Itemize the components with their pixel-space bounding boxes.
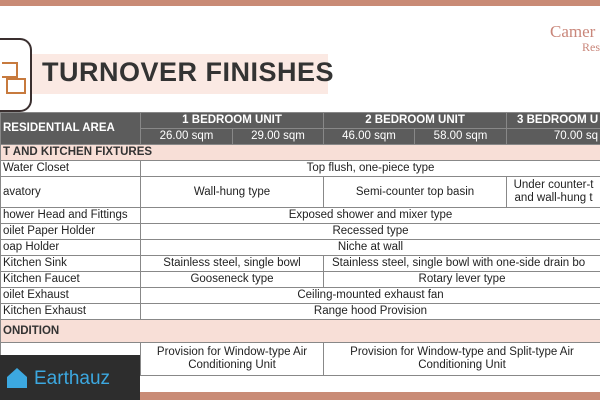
table-row [1,256,600,272]
table-row [1,161,600,177]
page-title: TURNOVER FINISHES [42,57,335,87]
row-label: Kitchen Sink [1,256,141,272]
finishes-table [0,112,600,376]
section-row [1,145,600,161]
row-label: oap Holder [1,240,141,256]
row-value: Semi-counter top basin [324,177,507,208]
unit-group-2br: 2 BEDROOM UNIT [324,113,507,129]
area-cell: 29.00 sqm [233,129,324,145]
unit-group-1br: 1 BEDROOM UNIT [141,113,324,129]
area-cell: 58.00 sqm [415,129,507,145]
row-value: Stainless steel, single bowl with one-side drain bo [324,256,600,272]
unit-group-3br: 3 BEDROOM U [507,113,600,129]
area-cell: 70.00 sq [507,129,600,145]
top-accent-bar [0,0,600,6]
table-row [1,224,600,240]
row-value: Provision for Window-type and Split-type Air Conditioning Unit [324,343,600,376]
section-heading-condition: ONDITION [1,320,600,343]
row-value: Stainless steel, single bowl [141,256,324,272]
row-label: Kitchen Faucet [1,272,141,288]
row-value: Provision for Window-type Air Conditioning Unit [141,343,324,376]
row-value: Wall-hung type [141,177,324,208]
row-value: Rotary lever type [324,272,600,288]
table-row [1,272,600,288]
row-value: Exposed shower and mixer type [141,208,600,224]
table-row [1,177,600,208]
row-value: Range hood Provision [141,304,600,320]
row-value: Ceiling-mounted exhaust fan [141,288,600,304]
row-value: Under counter-t and wall-hung t [507,177,600,208]
row-value: Gooseneck type [141,272,324,288]
row-label: Water Closet [1,161,141,177]
watermark-logo-text: Earthauz [34,368,111,389]
stacked-boxes-icon-lower [6,78,26,94]
table-row [1,208,600,224]
brand-logo-subtext: Res [582,40,600,54]
bottom-accent-bar [140,392,600,400]
table-row [1,288,600,304]
row-label: Kitchen Exhaust [1,304,141,320]
row-value: Recessed type [141,224,600,240]
area-cell: 26.00 sqm [141,129,233,145]
row-value: Niche at wall [141,240,600,256]
row-value: Top flush, one-piece type [141,161,600,177]
row-label: oilet Paper Holder [1,224,141,240]
row-label: oilet Exhaust [1,288,141,304]
section-heading-fixtures: T AND KITCHEN FIXTURES [1,145,600,161]
brand-logo-text: Camer [550,22,596,41]
area-cell: 46.00 sqm [324,129,415,145]
stacked-boxes-icon [2,62,18,78]
row-label: avatory [1,177,141,208]
table-header-row [1,113,600,129]
row-label: hower Head and Fittings [1,208,141,224]
residential-area-header: RESIDENTIAL AREA [1,113,141,145]
table-row [1,304,600,320]
table-row [1,240,600,256]
section-row [1,320,600,343]
